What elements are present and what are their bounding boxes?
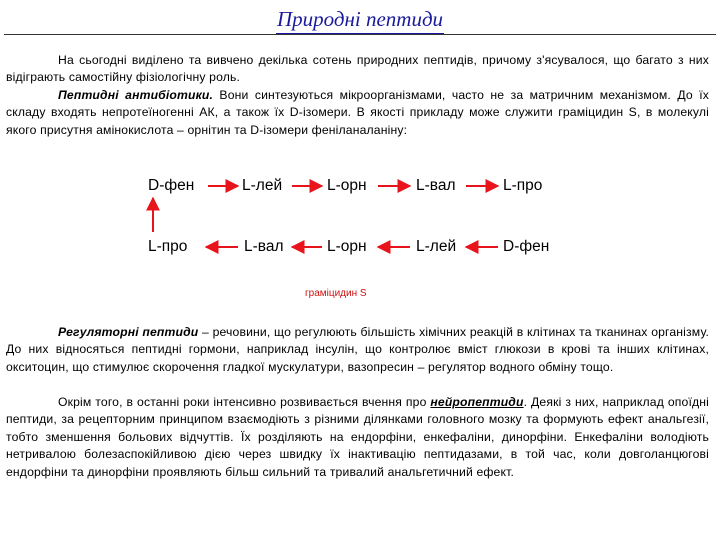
antibiotics-text: Вони синтезуються мікроорганізмами, часто не за матричним механізмом. До їх складу входять непротеїногенні АК, а також їх D-ізомери. В якості прикладу може служити граміцидин S, в молекулі якого присутня амінокислота – орнітин та D-ізомери феніланаланіну: — [6, 88, 709, 137]
intro-text: На сьогодні виділено та вивчено декілька сотень природних пептидів, причому з'ясувалося, що багато з них відіграють самостійну фізіологічну роль. — [6, 53, 709, 85]
regulatory-heading: Регуляторні пептиди — [58, 325, 199, 339]
neuro-text-before: Окрім того, в останні роки інтенсивно розвивається вчення про — [58, 395, 431, 409]
regulatory-paragraph — [6, 324, 709, 376]
bottom-node-4: L-лей — [416, 238, 457, 255]
top-node-2: L-лей — [242, 177, 283, 194]
neuro-text-after: . Деякі з них, наприклад опоїдні пептиди, за рецепторним принципом взаємодіють з різними ділянками головного мозку та формують ефект анальгезії, тобто зменшення больових відчуттів. Їх розділяють на ендорфіни, енкефаліни, динорфіни. Енкефаліни володіють нетривалою болезаспокійливою дією через швидку їх інактивацію пептидазами, в той час, коли довголанцюгові ендорфіни та динорфіни проявляють більш сильний та тривалий анальгетичний ефект. — [6, 395, 709, 479]
top-node-4: L-вал — [416, 177, 456, 194]
top-node-5: L-про — [503, 177, 543, 194]
bottom-node-3: L-орн — [327, 238, 367, 255]
top-node-1: D-фен — [148, 177, 195, 194]
antibiotics-heading: Пептидні антибіотики. — [58, 88, 214, 102]
bottom-node-2: L-вал — [244, 238, 284, 255]
page-title: Природні пептиди — [276, 6, 444, 34]
bottom-node-5: D-фен — [503, 238, 550, 255]
bottom-node-1: L-про — [148, 238, 188, 255]
diagram-caption: граміцидин S — [305, 288, 367, 299]
neuro-paragraph — [6, 394, 709, 481]
top-node-3: L-орн — [327, 177, 367, 194]
neuro-heading: нейропептиди — [430, 395, 524, 409]
regulatory-text: – речовини, що регулюють більшість хімічних реакцій в клітинах та тканинах організму. До них відносяться пептидні гормони, наприклад інсулін, що контролює вміст глюкози в крові та інших клітинах, окситоцин, що стимулює скорочення гладкої мускулатури, вазопресин – регулятор водного обміну тощо. — [6, 325, 710, 374]
